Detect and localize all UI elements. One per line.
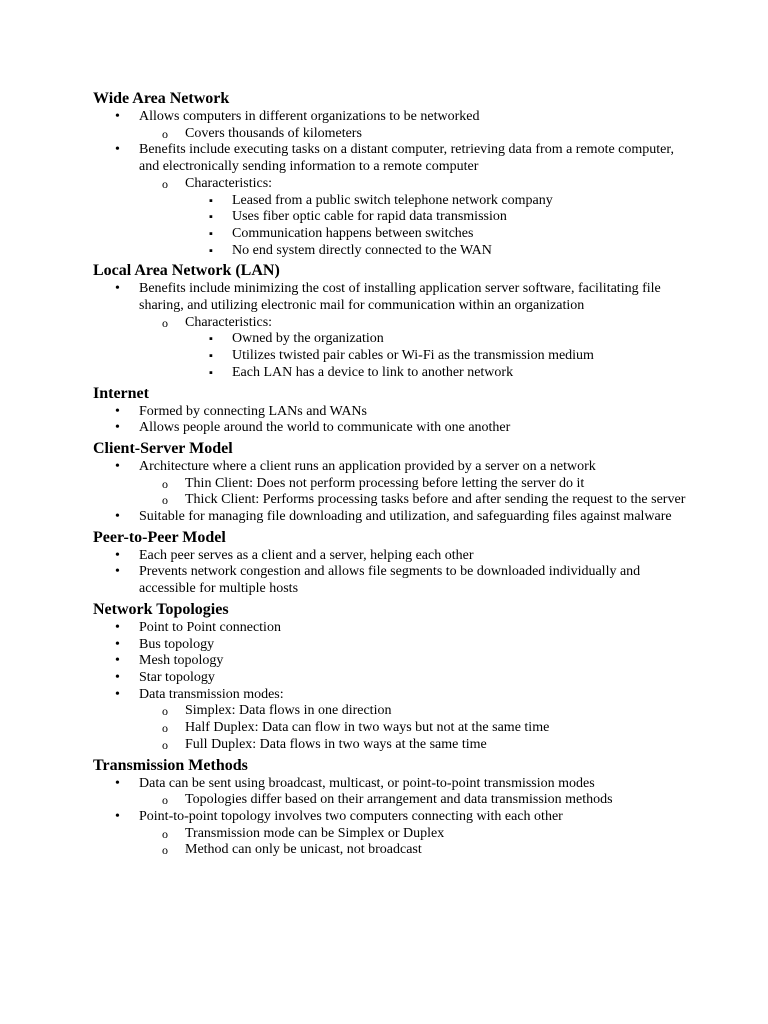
list-item-text: Thin Client: Does not perform processing before letting the server do it	[185, 475, 585, 491]
list-item-text: Benefits include executing tasks on a distant computer, retrieving data from a remote computer, and electronically sending information to a remote computer	[139, 142, 674, 175]
bullet-marker: ▪	[209, 366, 213, 379]
bullet-marker: •	[115, 142, 120, 158]
list-item	[93, 687, 693, 704]
list-item-text: Each LAN has a device to link to another network	[232, 364, 514, 380]
list-item-text: Full Duplex: Data flows in two ways at the same time	[185, 736, 487, 752]
section-heading: Peer-to-Peer Model	[93, 528, 226, 546]
list-item-text: Each peer serves as a client and a server, helping each other	[139, 547, 474, 563]
list-item-text: Owned by the organization	[232, 331, 384, 347]
list-item-text: Point-to-point topology involves two computers connecting with each other	[139, 808, 563, 824]
list-item	[93, 142, 693, 175]
bullet-marker: ▪	[209, 350, 213, 363]
list-item	[93, 670, 693, 687]
bullet-marker: o	[162, 721, 168, 736]
list-item	[93, 637, 693, 654]
list-item-text: Thick Client: Performs processing tasks before and after sending the request to the server	[185, 492, 686, 508]
list-item-text: Covers thousands of kilometers	[185, 125, 362, 141]
bullet-marker: o	[162, 126, 168, 141]
bullet-marker: ▪	[209, 211, 213, 224]
bullet-marker: •	[115, 564, 120, 580]
list-item	[93, 404, 693, 421]
section	[93, 754, 693, 860]
list-item	[93, 459, 693, 476]
list-item	[93, 826, 693, 843]
list-item-text: Allows computers in different organizations to be networked	[139, 109, 480, 124]
list-item-text: Architecture where a client runs an application provided by a server on a network	[139, 458, 596, 474]
section	[93, 87, 693, 259]
bullet-marker: •	[115, 653, 120, 669]
list-item	[93, 109, 693, 126]
bullet-marker: o	[162, 315, 168, 330]
list-item	[93, 842, 693, 859]
list-item-text: Transmission mode can be Simplex or Duplex	[185, 825, 445, 841]
section	[93, 526, 693, 598]
bullet-list	[93, 459, 693, 526]
section-heading: Client-Server Model	[93, 439, 233, 457]
section-heading: Internet	[93, 384, 149, 402]
list-item	[93, 620, 693, 637]
list-item-text: Mesh topology	[139, 653, 224, 669]
bullet-marker: •	[115, 403, 120, 419]
list-item	[93, 792, 693, 809]
bullet-marker: o	[162, 704, 168, 719]
list-item-text: Communication happens between switches	[232, 225, 474, 241]
list-item-text: Characteristics:	[185, 314, 273, 330]
bullet-marker: o	[162, 826, 168, 841]
bullet-marker: o	[162, 476, 168, 491]
list-item-text: Prevents network congestion and allows file segments to be downloaded individually and accessible for multiple hosts	[139, 564, 641, 597]
section-heading: Local Area Network (LAN)	[93, 262, 280, 280]
bullet-marker: •	[115, 808, 120, 824]
bullet-list	[93, 404, 693, 437]
list-item-text: Leased from a public switch telephone network company	[232, 192, 553, 208]
list-item	[93, 737, 693, 754]
list-item	[93, 176, 693, 193]
list-item	[93, 226, 693, 243]
list-item	[93, 315, 693, 332]
bullet-marker: •	[115, 547, 120, 563]
list-item-text: Characteristics:	[185, 175, 273, 191]
list-item-text: Uses fiber optic cable for rapid data transmission	[232, 209, 507, 225]
list-item-text: Star topology	[139, 669, 215, 685]
list-item	[93, 703, 693, 720]
bullet-marker: ▪	[209, 244, 213, 257]
list-item	[93, 420, 693, 437]
list-item-text: Suitable for managing file downloading and utilization, and safeguarding files against malware	[139, 509, 672, 525]
bullet-marker: ▪	[209, 333, 213, 346]
list-item	[93, 776, 693, 793]
bullet-marker: •	[115, 669, 120, 685]
list-item	[93, 653, 693, 670]
list-item-text: Benefits include minimizing the cost of installing application server software, facilitating file sharing, and utilizing electronic mail for communication within an organization	[139, 281, 661, 314]
bullet-marker: o	[162, 737, 168, 752]
list-item-text: Method can only be unicast, not broadcast	[185, 842, 422, 858]
list-item	[93, 509, 693, 526]
bullet-marker: •	[115, 686, 120, 702]
list-item-text: Bus topology	[139, 636, 215, 652]
list-item	[93, 193, 693, 210]
bullet-marker: •	[115, 281, 120, 297]
section-heading: Transmission Methods	[93, 756, 248, 774]
bullet-marker: o	[162, 793, 168, 808]
list-item-text: Allows people around the world to communicate with one another	[139, 420, 511, 436]
list-item-text: Data transmission modes:	[139, 686, 284, 702]
bullet-list	[93, 620, 693, 754]
list-item	[93, 476, 693, 493]
bullet-list	[93, 776, 693, 860]
bullet-marker: •	[115, 636, 120, 652]
bullet-marker: ▪	[209, 227, 213, 240]
section	[93, 598, 693, 754]
list-item-text: Simplex: Data flows in one direction	[185, 703, 392, 719]
bullet-marker: •	[115, 619, 120, 635]
bullet-list	[93, 281, 693, 381]
bullet-marker: •	[115, 458, 120, 474]
list-item	[93, 720, 693, 737]
bullet-marker: •	[115, 109, 120, 124]
list-item	[93, 209, 693, 226]
bullet-list	[93, 109, 693, 259]
document-body	[93, 87, 693, 859]
bullet-marker: •	[115, 775, 120, 791]
list-item-text: Half Duplex: Data can flow in two ways but not at the same time	[185, 720, 550, 736]
section	[93, 437, 693, 526]
section	[93, 259, 693, 381]
list-item	[93, 126, 693, 143]
list-item	[93, 809, 693, 826]
list-item	[93, 281, 693, 314]
list-item-text: Topologies differ based on their arrangement and data transmission methods	[185, 792, 613, 808]
list-item	[93, 331, 693, 348]
bullet-list	[93, 548, 693, 598]
list-item	[93, 243, 693, 260]
list-item-text: Formed by connecting LANs and WANs	[139, 403, 367, 419]
list-item-text: Data can be sent using broadcast, multicast, or point-to-point transmission modes	[139, 775, 595, 791]
bullet-marker: o	[162, 493, 168, 508]
bullet-marker: o	[162, 843, 168, 858]
section-heading: Network Topologies	[93, 600, 229, 618]
list-item-text: Point to Point connection	[139, 619, 281, 635]
section-heading: Wide Area Network	[93, 90, 230, 107]
list-item	[93, 564, 693, 597]
list-item	[93, 348, 693, 365]
bullet-marker: o	[162, 176, 168, 191]
bullet-marker: ▪	[209, 194, 213, 207]
list-item	[93, 548, 693, 565]
bullet-marker: •	[115, 509, 120, 525]
list-item	[93, 492, 693, 509]
list-item-text: Utilizes twisted pair cables or Wi-Fi as the transmission medium	[232, 348, 594, 364]
list-item-text: No end system directly connected to the WAN	[232, 242, 492, 258]
bullet-marker: •	[115, 420, 120, 436]
list-item	[93, 365, 693, 382]
section	[93, 382, 693, 437]
